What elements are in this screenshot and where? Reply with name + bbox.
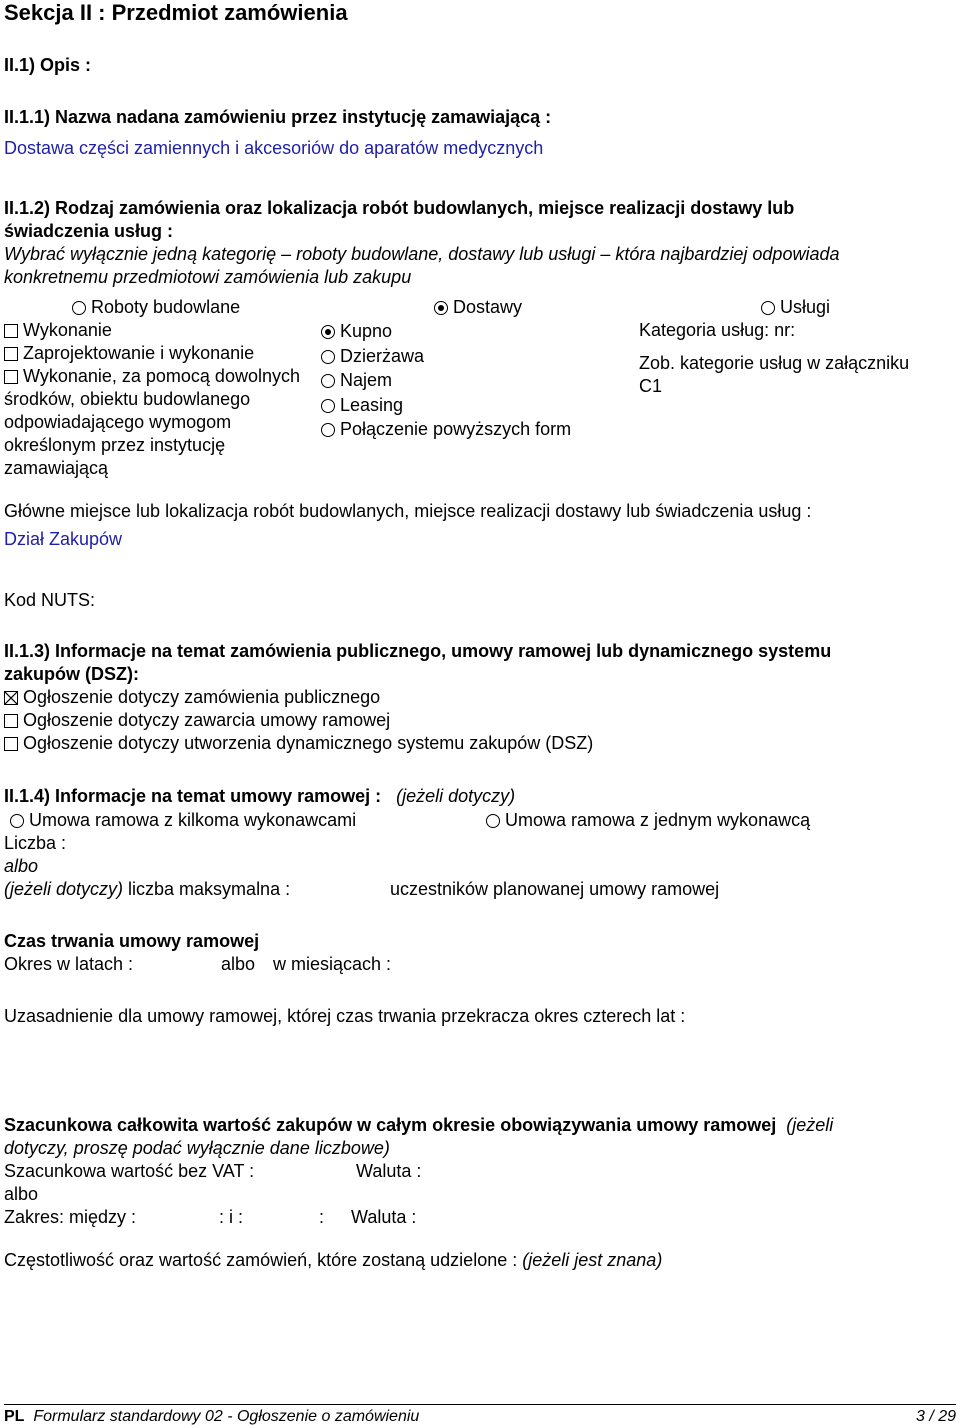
roboty-option-wrap-4: zamawiającą [4,458,109,478]
liczba-label: Liczba : [4,833,67,853]
szac-waluta-label: Waluta : [356,1161,422,1181]
category-dostawy[interactable] [434,296,522,318]
ii13-option-label: Ogłoszenie dotyczy zamówienia publicznego [23,687,381,707]
footer-page: 3 / 29 [915,1408,956,1425]
roboty-option-label: Zaprojektowanie i wykonanie [23,343,255,363]
radio-icon [486,814,500,828]
dostawy-option-leasing[interactable] [321,394,403,416]
szac-bez-vat-label: Szacunkowa wartość bez VAT : [4,1161,255,1181]
dostawy-option-label: Najem [340,370,393,390]
category-roboty[interactable] [72,296,240,318]
section-ii12-note-line2: konkretnemu przedmiotowi zamówienia lub zakupu [4,267,412,287]
w-miesiacach-label: w miesiącach : [273,954,392,974]
roboty-option-wrap-3: określonym przez instytucję [4,435,226,455]
checkbox-icon [4,737,18,751]
zakres-colon: : [319,1207,325,1227]
dostawy-option-label: Leasing [340,395,404,415]
umowa-kilkoma-label: Umowa ramowa z kilkoma wykonawcami [29,810,357,830]
szac-heading [4,1114,833,1136]
footer-lang: PL [4,1408,25,1425]
category-uslugi[interactable] [761,296,830,318]
dostawy-option-dzierzawa[interactable] [321,345,424,367]
footer-rule [4,1404,956,1405]
czas-title: Czas trwania umowy ramowej [4,931,260,951]
ii13-option-zamowienie[interactable] [4,686,380,708]
szac-note-a: (jeżeli [786,1115,834,1135]
footer-form: Formularz standardowy 02 - Ogłoszenie o zamówieniu [33,1408,420,1425]
dostawy-option-kupno[interactable] [321,320,392,342]
dostawy-option-label: Kupno [340,321,393,341]
czestotliwosc-row [4,1249,662,1271]
dostawy-option-label: Dzierżawa [340,346,425,366]
checkbox-icon [4,370,18,384]
section-ii14-heading [4,785,515,807]
checkbox-checked-icon [4,691,18,705]
roboty-option-label: Wykonanie [23,320,112,340]
uzasadnienie-label: Uzasadnienie dla umowy ramowej, której czas trwania przekracza okres czterech lat : [4,1006,686,1026]
ii13-option-label: Ogłoszenie dotyczy zawarcia umowy ramowej [23,710,391,730]
radio-icon [321,423,335,437]
czestotliwosc-note: (jeżeli jest znana) [522,1250,663,1270]
checkbox-icon [4,324,18,338]
umowa-jednym-label: Umowa ramowa z jednym wykonawcą [505,810,811,830]
szac-title: Szacunkowa całkowita wartość zakupów w całym okresie obowiązywania umowy ramowej [4,1115,777,1135]
zakres-waluta-label: Waluta : [351,1207,417,1227]
ii13-option-dsz[interactable] [4,732,593,754]
roboty-option-label: Wykonanie, za pomocą dowolnych [23,366,300,386]
location-label: Główne miejsce lub lokalizacja robót budowlanych, miejsce realizacji dostawy lub świadczenia usług : [4,501,812,521]
category-uslugi-label: Usługi [780,297,831,317]
radio-selected-icon [321,325,335,339]
roboty-option-wrap-2: odpowiadającego wymogom [4,412,232,432]
location-value: Dział Zakupów [4,529,123,549]
roboty-option-wykonanie[interactable] [4,319,112,341]
zakres-i-label: : i : [219,1207,244,1227]
section-ii13-heading-line1: II.1.3) Informacje na temat zamówienia publicznego, umowy ramowej lub dynamicznego systemu [4,641,832,661]
section-ii1-heading: II.1) Opis : [4,55,92,75]
szac-note-b: dotyczy, proszę podać wyłącznie dane liczbowe) [4,1138,390,1158]
roboty-option-zaprojektowanie[interactable] [4,342,254,364]
section-ii12-note-line1: Wybrać wyłącznie jedną kategorię – roboty budowlane, dostawy lub usługi – która najbardziej odpowiada [4,244,840,264]
roboty-option-wrap-1: środków, obiektu budowlanego [4,389,251,409]
radio-icon [321,399,335,413]
radio-icon [761,301,775,315]
checkbox-icon [4,347,18,361]
radio-selected-icon [434,301,448,315]
dostawy-option-polaczenie[interactable] [321,418,571,440]
zakres-miedzy-label: Zakres: między : [4,1207,137,1227]
liczba-max-label: liczba maksymalna : [123,879,291,899]
radio-icon [321,374,335,388]
roboty-option-dowolne[interactable] [4,365,300,387]
ii13-option-umowa-ramowa[interactable] [4,709,390,731]
okres-latach-label: Okres w latach : [4,954,134,974]
albo-label: albo [4,856,39,876]
ii13-option-label: Ogłoszenie dotyczy utworzenia dynamicznego systemu zakupów (DSZ) [23,733,594,753]
section-ii13-heading-line2: zakupów (DSZ): [4,664,139,684]
jezeli-dotyczy-note: (jeżeli dotyczy) [4,879,124,899]
section-ii12-heading-line1: II.1.2) Rodzaj zamówienia oraz lokalizacja robót budowlanych, miejsce realizacji dostawy lub [4,198,795,218]
radio-icon [10,814,24,828]
uslugi-kategoria: Kategoria usług: nr: [639,320,796,340]
section-ii14-note: (jeżeli dotyczy) [396,786,516,806]
okres-albo-label: albo [221,954,256,974]
czestotliwosc-label: Częstotliwość oraz wartość zamówień, które zostaną udzielone : [4,1250,518,1270]
nuts-label: Kod NUTS: [4,590,96,610]
section-ii12-heading-line2: świadczenia usług : [4,221,174,241]
radio-icon [321,350,335,364]
section-ii14-title: II.1.4) Informacje na temat umowy ramowej : [4,786,382,806]
umowa-kilkoma-option[interactable] [10,809,356,831]
szac-albo-label: albo [4,1184,39,1204]
footer-left [4,1407,419,1427]
contract-name-value: Dostawa części zamiennych i akcesoriów do aparatów medycznych [4,138,544,158]
category-roboty-label: Roboty budowlane [91,297,241,317]
category-dostawy-label: Dostawy [453,297,523,317]
radio-icon [72,301,86,315]
checkbox-icon [4,714,18,728]
uczestnikow-label: uczestników planowanej umowy ramowej [390,879,720,899]
section-title: Sekcja II : Przedmiot zamówienia [4,0,348,25]
umowa-jednym-option[interactable] [486,809,810,831]
uslugi-zob-line1: Zob. kategorie usług w załączniku [639,353,910,373]
dostawy-option-label: Połączenie powyższych form [340,419,572,439]
section-ii11-heading: II.1.1) Nazwa nadana zamówieniu przez instytucję zamawiającą : [4,107,552,127]
uslugi-zob-line2: C1 [639,376,663,396]
liczba-max-row [4,878,290,900]
dostawy-option-najem[interactable] [321,369,392,391]
